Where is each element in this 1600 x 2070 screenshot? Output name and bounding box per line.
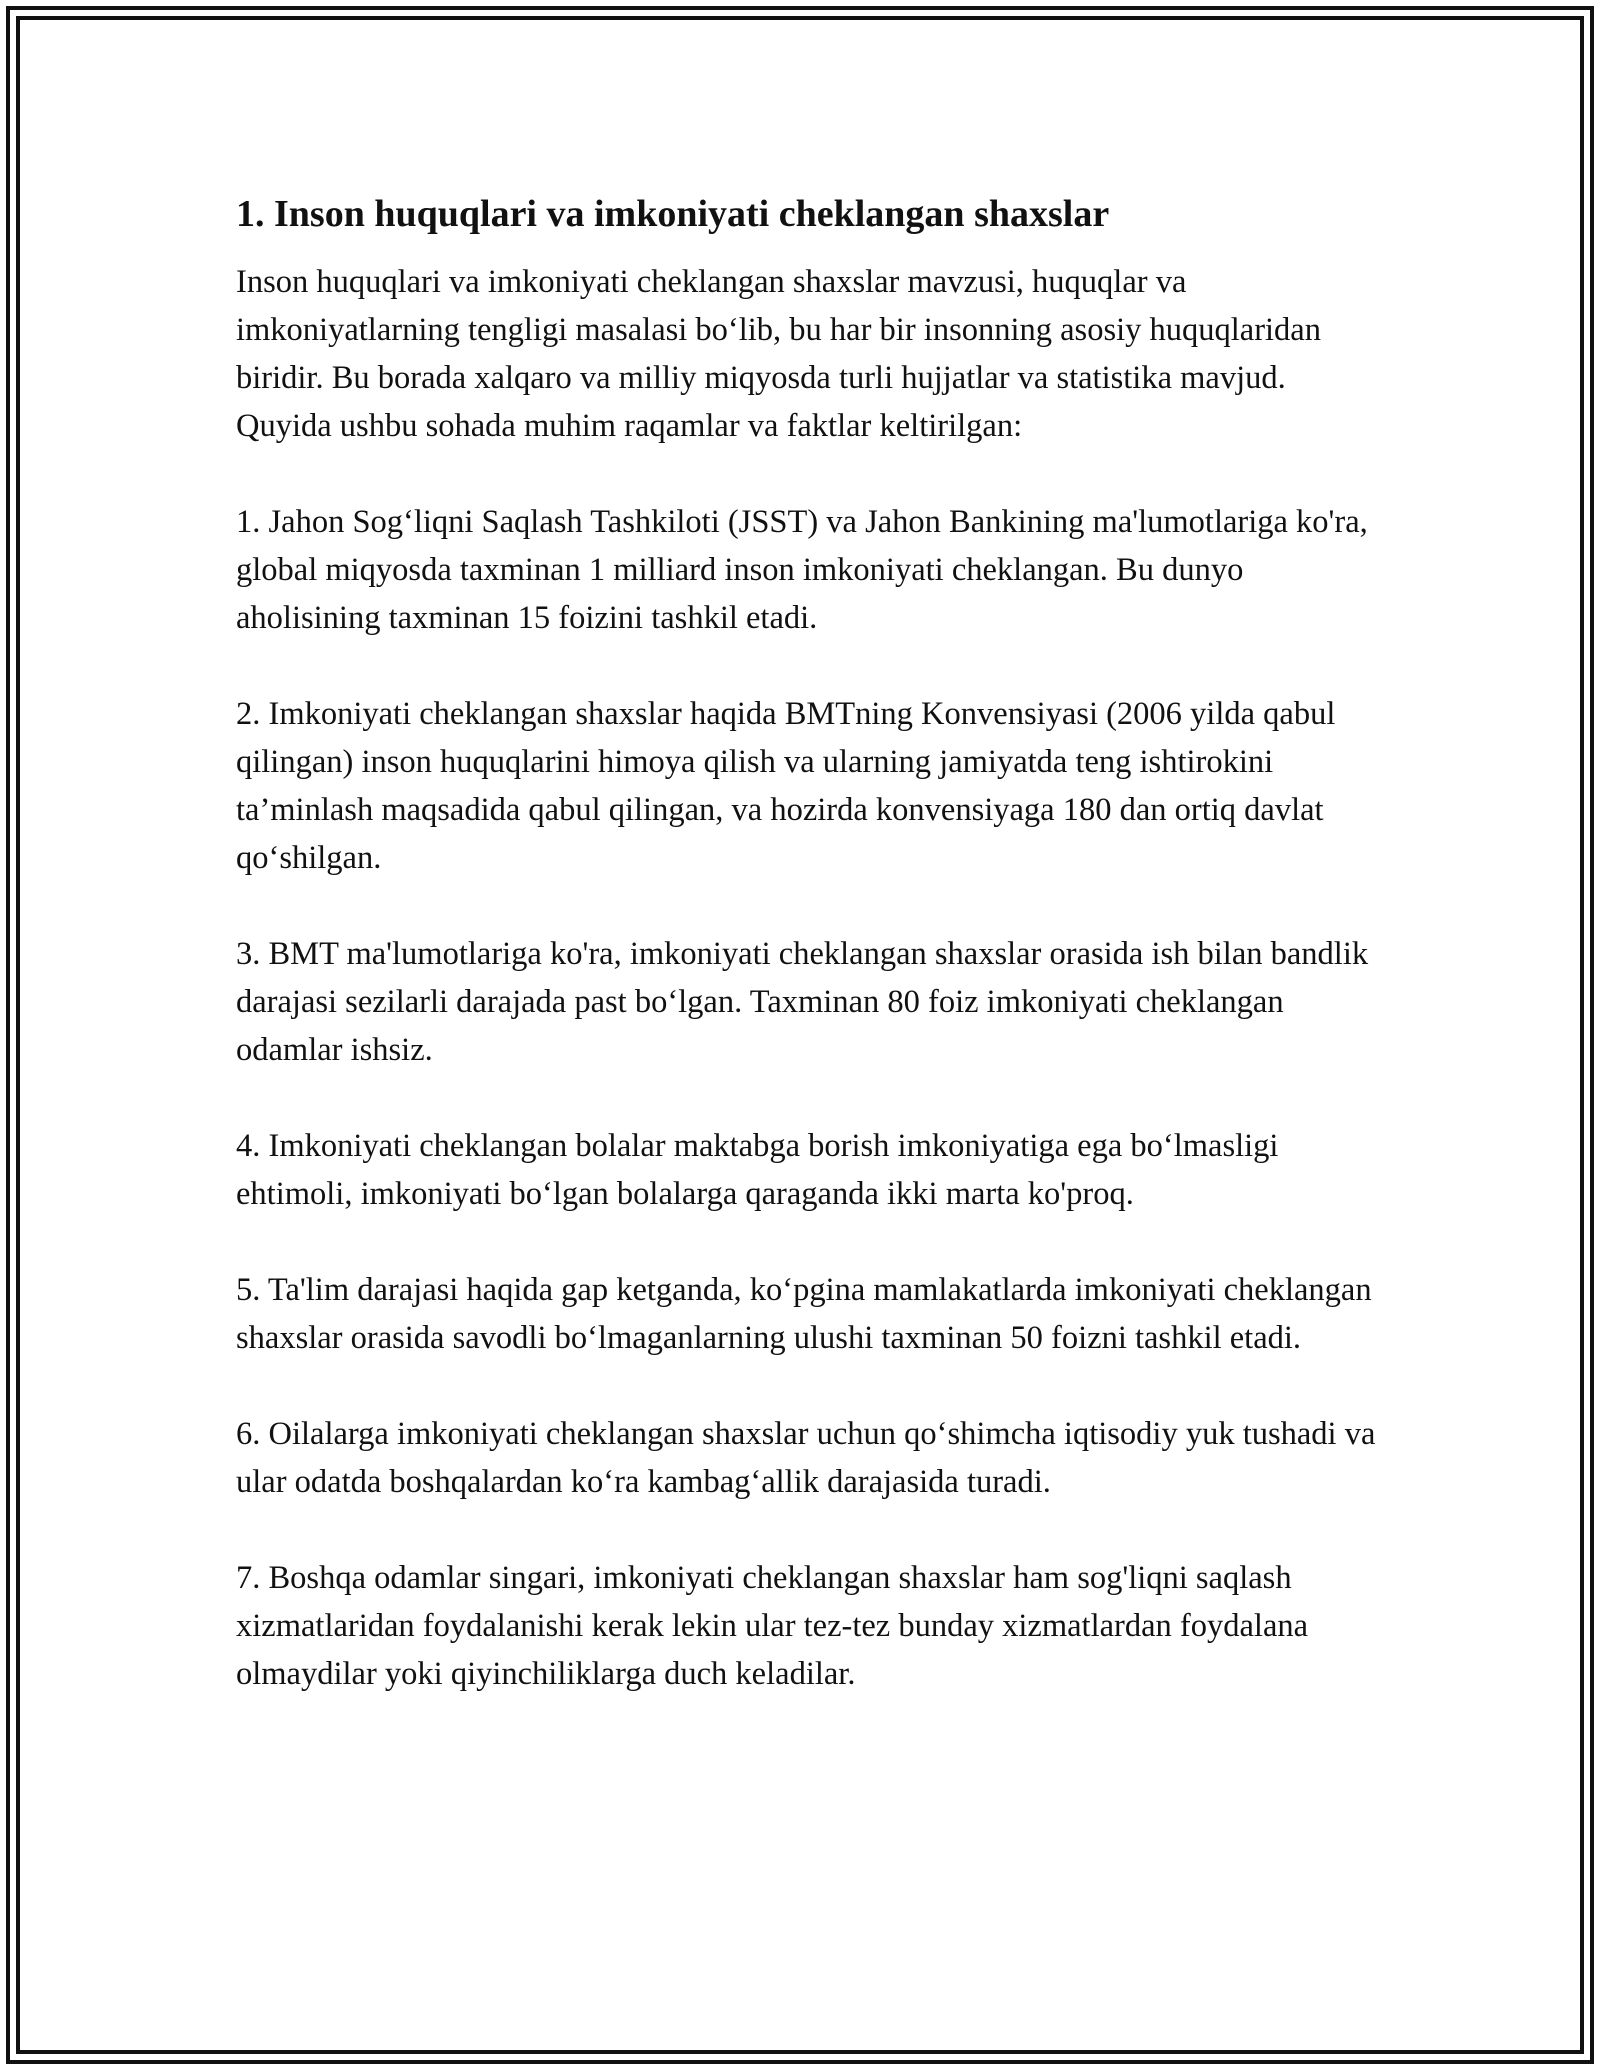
document-title: 1. Inson huquqlari va imkoniyati cheklangan shaxslar (236, 193, 1110, 235)
list-item-6: 6. Oilalarga imkoniyati cheklangan shaxslar uchun qo‘shimcha iqtisodiy yuk tushadi va ular odatda boshqalardan ko‘ra kambag‘allik darajasida turadi. (236, 1416, 1376, 1500)
list-item-3: 3. BMT ma'lumotlariga ko'ra, imkoniyati cheklangan shaxslar orasida ish bilan bandlik darajasi sezilarli darajada past bo‘lgan. Taxminan 80 foiz imkoniyati cheklangan odamlar ishsiz. (236, 936, 1369, 1068)
document-body (236, 188, 1376, 1746)
list-item-1: 1. Jahon Sog‘liqni Saqlash Tashkiloti (JSST) va Jahon Bankining ma'lumotlariga ko'ra, global miqyosda taxminan 1 milliard inson imkoniyati cheklangan. Bu dunyo aholisining taxminan 15 foizini tashkil etadi. (236, 504, 1368, 636)
list-item-7: 7. Boshqa odamlar singari, imkoniyati cheklangan shaxslar ham sog'liqni saqlash xizmatlaridan foydalanishi kerak lekin ular tez-tez bunday xizmatlardan foydalana olmaydilar yoki qiyinchiliklarga duch keladilar. (236, 1560, 1309, 1692)
list-item-2: 2. Imkoniyati cheklangan shaxslar haqida BMTning Konvensiyasi (2006 yilda qabul qilingan) inson huquqlarini himoya qilish va ularning jamiyatda teng ishtirokini ta’minlash maqsadida qabul qilingan, va hozirda konvensiyaga 180 dan ortiq davlat qo‘shilgan. (236, 696, 1336, 876)
list-item-4: 4. Imkoniyati cheklangan bolalar maktabga borish imkoniyatiga ega bo‘lmasligi ehtimoli, imkoniyati bo‘lgan bolalarga qaraganda ikki marta ko'proq. (236, 1128, 1279, 1212)
intro-paragraph: Inson huquqlari va imkoniyati cheklangan shaxslar mavzusi, huquqlar va imkoniyatlarning tengligi masalasi bo‘lib, bu har bir insonning asosiy huquqlaridan biridir. Bu borada xalqaro va milliy miqyosda turli hujjatlar va statistika mavjud. Quyida ushbu sohada muhim raqamlar va faktlar keltirilgan: (236, 264, 1321, 444)
list-item-5: 5. Ta'lim darajasi haqida gap ketganda, ko‘pgina mamlakatlarda imkoniyati cheklangan shaxslar orasida savodli bo‘lmaganlarning ulushi taxminan 50 foizni tashkil etadi. (236, 1272, 1372, 1356)
